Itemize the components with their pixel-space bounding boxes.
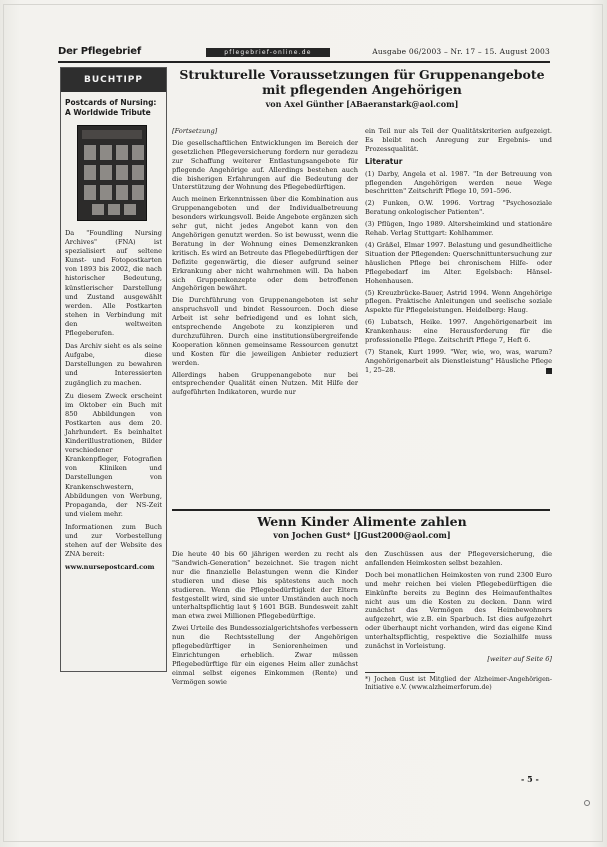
sidebar-paragraph: Informationen zum Buch und zur Vorbestellung stehen auf der Website des ZNA bereit: (65, 522, 162, 559)
masthead (58, 46, 550, 60)
article-column-1 (172, 127, 358, 400)
article-column-2 (365, 127, 552, 378)
article-paragraph: Zwei Urteile des Bundessozialgerichtshofes verbessern nun die Rechtsstellung der Angehörigen pflegebedürftiger in Seniorenheimen und Einrichtungen erheblich. Zwar müssen Pflegebedürftige für ein eigenes Heim aller zunächst einmal selbst eigenes Einkommen (Rente) und Vermögen sowie (172, 624, 358, 686)
reference-item: (2) Funken, O.W. 1996. Vortrag "Psychosoziale Beratung onkologischer Patienten". (365, 199, 552, 217)
article-paragraph: ein Teil nur als Teil der Qualitätskriterien aufgezeigt. Es bleibt noch Anregung zur Ergebnis- und Prozessqualität. (365, 127, 552, 153)
article-children-alimony (172, 514, 552, 692)
reference-item: (3) Pflügen, Ingo 1989. Altersheimkind und stationäre Rehab. Verlag Stuttgart: Kohlhammer. (365, 220, 552, 238)
article-paragraph: Doch bei monatlichen Heimkosten von rund 2300 Euro und mehr reichen bei vielen Pflegebedürftigen die Einkünfte bereits zu Beginn des Heimaufenthaltes nicht aus um die Kosten zu decken. Dann wird zunächst das Vermögen des Heimbewohners aufgezehrt, wie z.B. ein Sparbuch. Ist dies aufgezehrt oder überhaupt nicht vorhanden, wird das eigene Kind unterhaltspflichtig, respektive die Sozialhilfe muss zunächst in Vorleistung. (365, 570, 552, 651)
article-paragraph: Die Durchführung von Gruppenangeboten ist sehr anspruchsvoll und bindet Ressourcen. Doch diese Arbeit ist sehr befriedigend und es lohnt sich, entsprechende Angebote zu konzipieren und durchzuführen. Durch eine institutionsübergreifende Kooperation können gemeinsame Ressourcen genutzt und Kosten für die jeweiligen Anbieter reduziert werden. (172, 296, 358, 367)
article-paragraph: Allerdings haben Gruppenangebote nur bei entsprechender Qualität einen Nutzen. Mit Hilfe der aufgeführten Indikatoren, wurde nur (172, 370, 358, 397)
continued-on-link[interactable]: [weiter auf Seite 6] (487, 654, 552, 663)
article-column-2 (365, 550, 552, 696)
scan-mark (584, 800, 590, 806)
reference-item: (5) Kreuzbrücke-Bauer, Astrid 1994. Wenn Angehörige pflegen. Praktische Anleitungen und seelische soziale Aspekte für Pflegeleistungen. Heidelberg: Haug. (365, 288, 552, 315)
reference-text: (7) Stanek, Kurt 1999. "Wer, wie, wo, was, warum? Angehörigenarbeit als Dienstleistung" Häusliche Pflege 1, 25–28. (365, 347, 552, 374)
article-column-1 (172, 550, 358, 690)
reference-item: (6) Lubatsch, Heike. 1997. Angehörigenarbeit im Krankenhaus: eine Herausforderung für die professionelle Pflege. Zeitschrift Pflege 7, Heft 6. (365, 318, 552, 345)
article-paragraph: Die heute 40 bis 60 jährigen werden zu recht als "Sandwich-Generation" bezeichnet. Sie tragen nicht nur die finanzielle Belastungen wenn die Kinder studieren und diese bis spätestens auch noch studieren. Wenn die Pflegebedürftigkeit der Eltern festgestellt wird, sind sie unter Umständen auch noch unterhaltspflichtig laut § 1601 BGB. Bundesweit zahlt man etwa zwei Millionen Pflegebedürftige. (172, 550, 358, 621)
article-paragraph: Auch meinen Erkenntnissen über die Kombination aus Gruppenangeboten und der Individualbetreuung besonders wirkungsvoll. Beide Angebote ergänzen sich sehr gut, nicht jedes Angebot kann von den Angehörigen genutzt werden. So ist bewusst, wenn die Beratung in der Wohnung eines Demenzkranken kritisch. Es wird an Betreute das Pflegebedürftigen der Defizite gegenwärtig, die dieser aufgrund seiner Erkrankung aber nicht wahrnehmen will. Da haben sich Gruppenkonzepte oder dem betroffenen Angehörigen bewährt. (172, 195, 358, 293)
sidebar-link[interactable]: www.nursepostcard.com (65, 563, 155, 572)
book-cover-image (77, 125, 147, 221)
sidebar-paragraph: Zu diesem Zweck erscheint im Oktober ein Buch mit 850 Abbildungen von Postkarten aus dem 20. Jahrhundert. Es beinhaltet Kinderillustrationen, Bilder verschiedener Krankenpfleger, Fotografien von Kliniken und Darstellungen von Krankenschwestern, Abbildungen von Werbung, Propaganda, der NS-Zeit und vielem mehr. (65, 391, 162, 518)
section-divider (172, 509, 550, 511)
author-footnote: *) Jochen Gust ist Mitglied der Alzheimer-Angehörigen-Initiative e.V. (www.alzheimerforum.de) (365, 675, 552, 692)
article-paragraph: Die gesellschaftlichen Entwicklungen im Bereich der gesetzlichen Pflegeversicherung fordern nur geradezu zur Schaffung weiterer Entlastungsangebote für pflegende Angehörige auf. Allerdings bestehen auch die bisherigen Erfahrungen auf die Bedeutung der Unterstützung der Wohnung des Pflegebedürftigen. (172, 138, 358, 192)
sidebar-text (65, 229, 162, 572)
sidebar-paragraph: Das Archiv sieht es als seine Aufgabe, diese Darstellungen zu bewahren und Interessierten zugänglich zu machen. (65, 342, 162, 387)
literature-heading: Literatur (365, 156, 403, 166)
issue-info: Ausgabe 06/2003 – Nr. 17 – 15. August 2003 (372, 47, 550, 56)
article-title: Wenn Kinder Alimente zahlen (257, 514, 467, 529)
end-mark-icon (546, 368, 552, 374)
book-tip-sidebar (60, 67, 167, 672)
reference-item (365, 348, 552, 375)
book-title: Postcards of Nursing: A Worldwide Tribute (65, 98, 157, 117)
article-author: von Axel Günther [ABaeranstark@aol.com] (265, 99, 459, 109)
brand-name: Der Pflegebrief (58, 46, 141, 57)
footnote-rule (365, 672, 435, 673)
continuation-note: [Fortsetzung] (172, 127, 218, 135)
sidebar-heading: BUCHTIPP (61, 68, 166, 92)
masthead-rule (58, 61, 550, 63)
reference-item: (1) Darby, Angela et al. 1987. "In der Betreuung von pflegenden Angehörigen werden neue Wege beschritten" Zeitschrift Pflege 10, 591–596. (365, 169, 552, 196)
article-title: Strukturelle Voraussetzungen für Gruppenangebote mit pflegenden Angehörigen (179, 67, 545, 97)
article-author: von Jochen Gust* [JGust2000@aol.com] (273, 530, 451, 540)
reference-item: (4) Gräßel, Elmar 1997. Belastung und gesundheitliche Situation der Pflegenden: Querschnittuntersuchung zur häuslichen Pflege bei chronischem Hilfe- oder Pflegebedarf im Alter. Egelsbach: Hänsel-Hohenhausen. (365, 240, 552, 285)
page-number: - 5 - (521, 774, 539, 784)
article-paragraph: den Zuschüssen aus der Pflegeversicherung, die anfallenden Heimkosten selbst bezahlen. (365, 550, 552, 567)
article-group-offers (172, 67, 552, 397)
banner-url: pflegebrief-online.de (206, 48, 330, 57)
sidebar-paragraph: Da "Foundling Nursing Archives" (FNA) ist spezialisiert auf seltene Kunst- und Fotopostkarten von 1893 bis 2002, die nach historischer Bedeutung, künstlerischer Darstellung und Zustand ausgewählt werden. Alle Postkarten stehen in Verbindung mit den weltweiten Pflegeberufen. (65, 229, 162, 338)
